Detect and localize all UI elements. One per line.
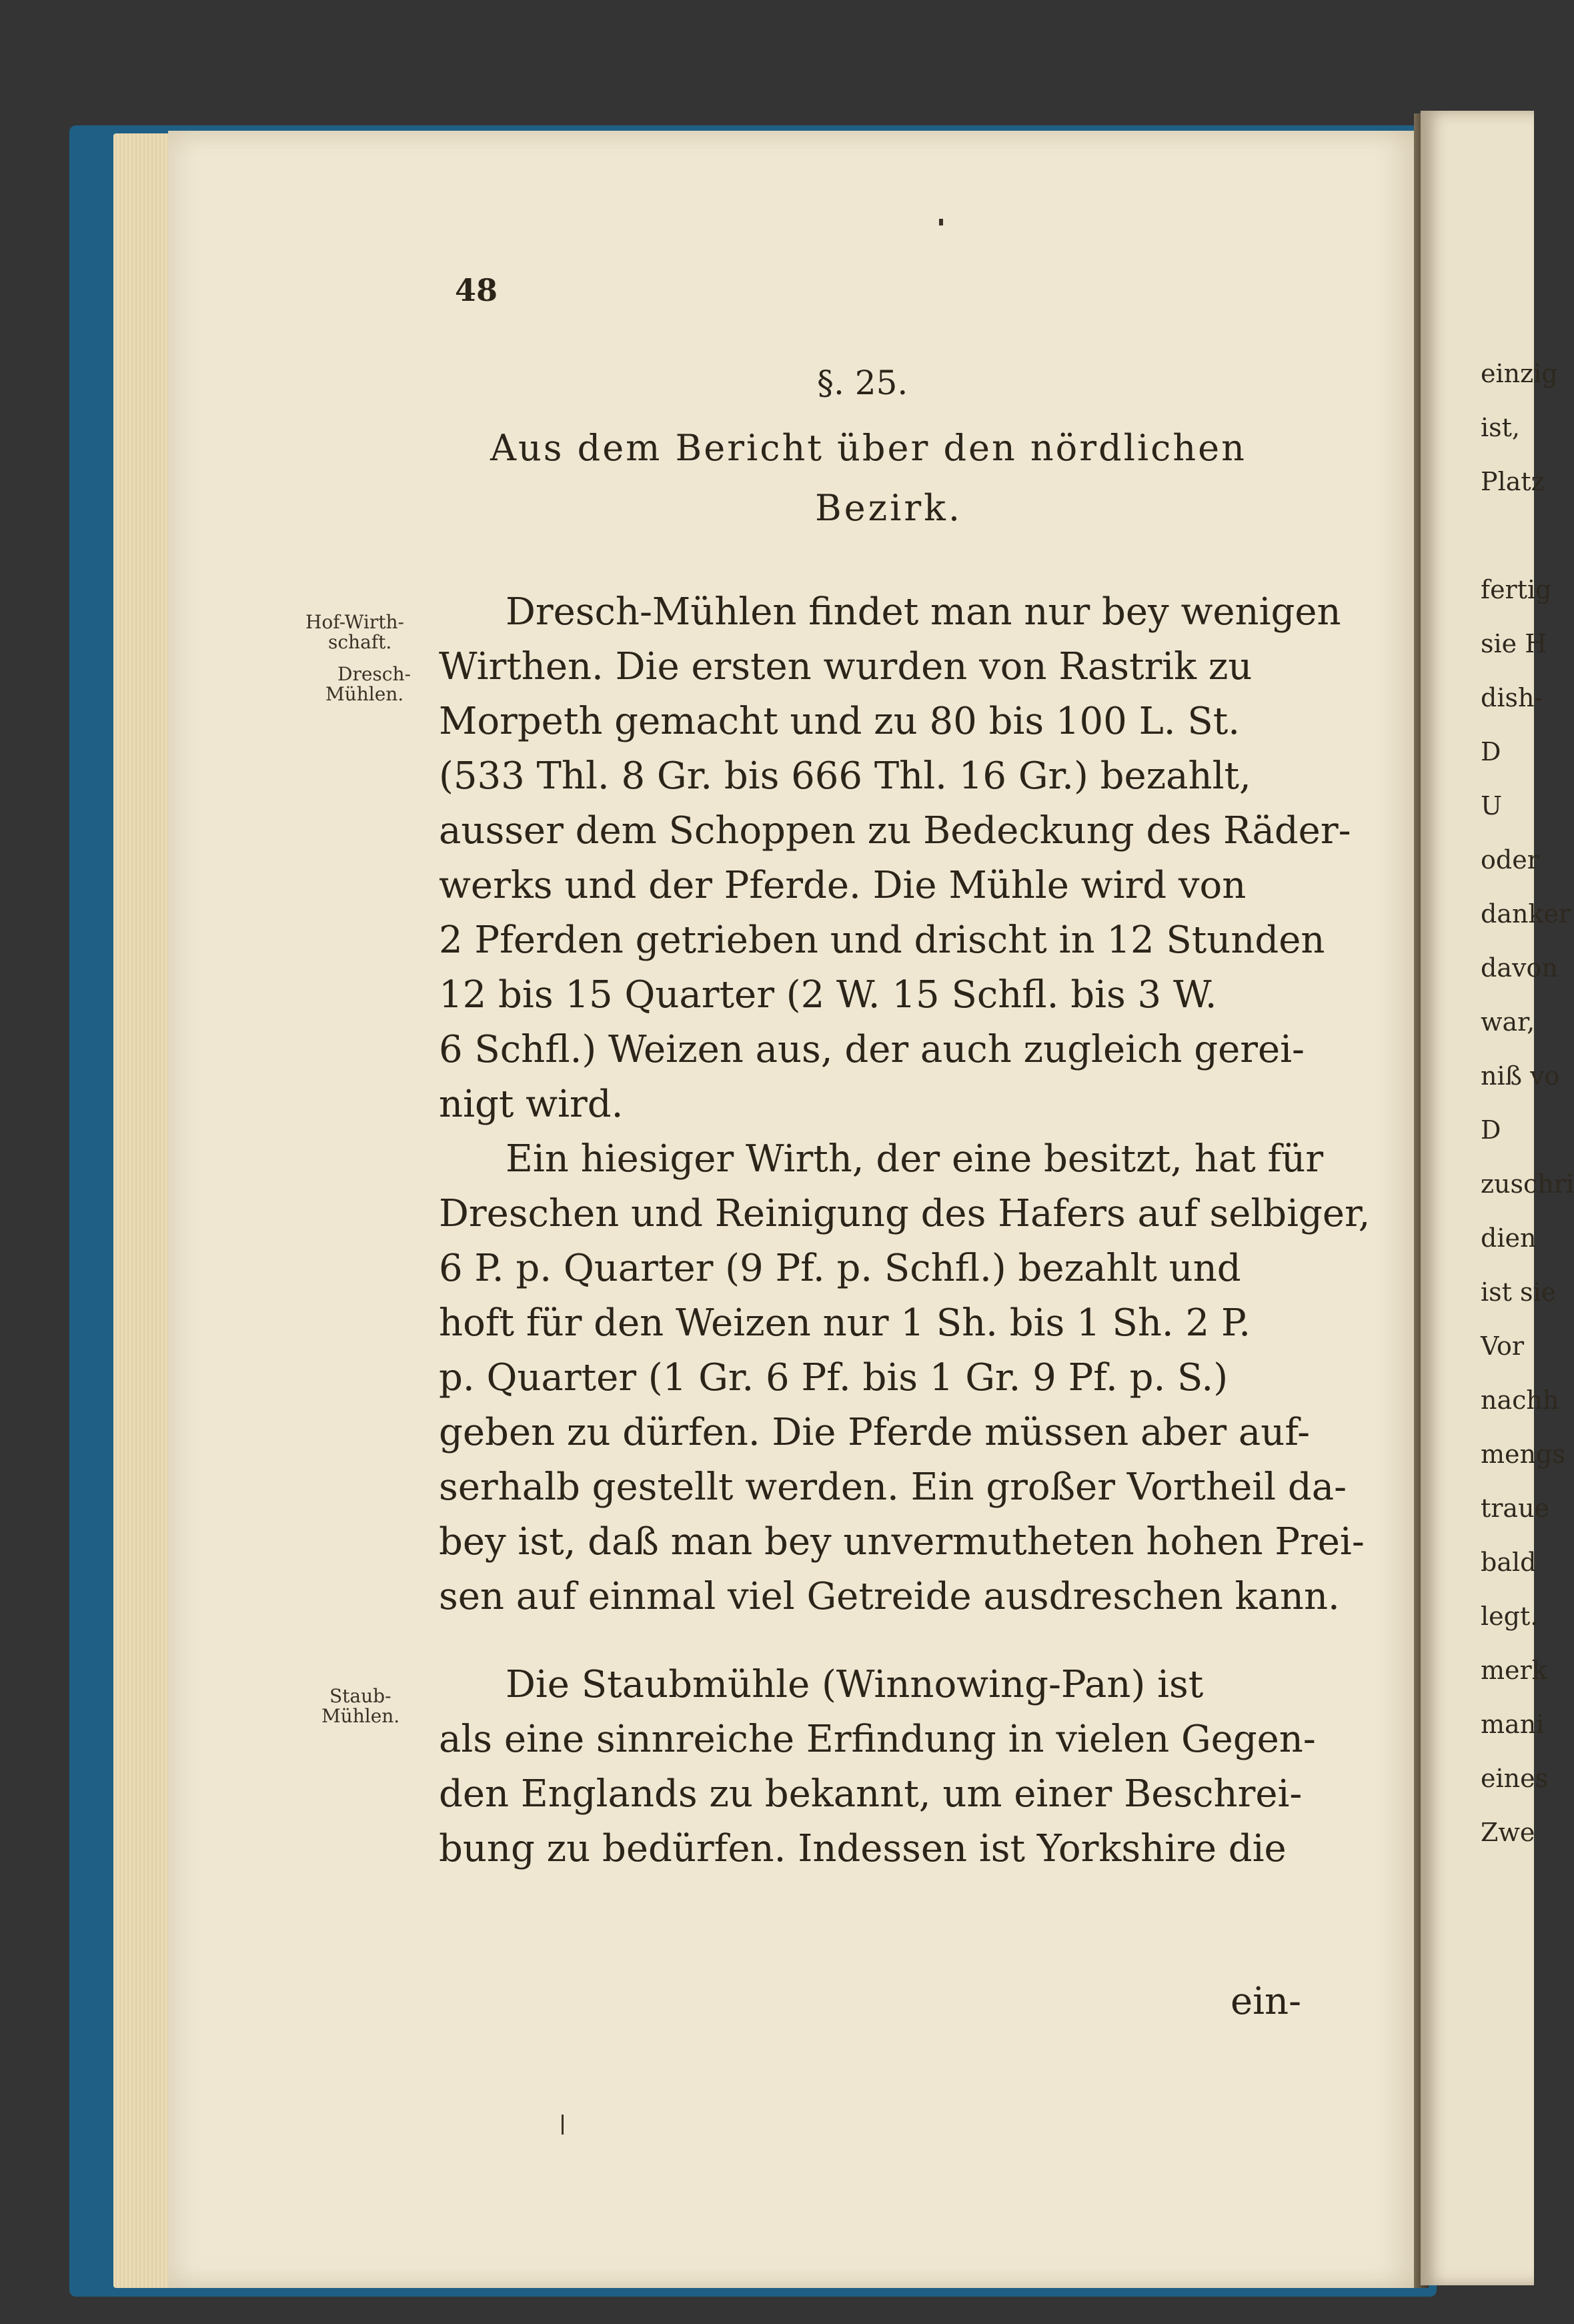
- text-line: hoft für den Weizen nur 1 Sh. bis 1 Sh. 2 P.: [439, 1301, 1251, 1345]
- text-line: 2 Pferden getrieben und drischt in 12 Stunden: [439, 919, 1325, 962]
- ink-speck: [939, 219, 943, 225]
- margin-note-line: schaft.: [328, 631, 392, 653]
- right-page-fragment-line: Zwe: [1481, 1818, 1535, 1847]
- text-line: Dreschen und Reinigung des Hafers auf selbiger,: [439, 1192, 1371, 1235]
- text-line: werks und der Pferde. Die Mühle wird von: [439, 864, 1247, 907]
- text-line: serhalb gestellt werden. Ein großer Vortheil da-: [439, 1466, 1347, 1509]
- right-page-fragment-line: U: [1481, 791, 1503, 820]
- text-line: geben zu dürfen. Die Pferde müssen aber auf-: [439, 1411, 1310, 1454]
- right-page-fragment-line: davon: [1481, 953, 1558, 983]
- right-page-fragment-line: nachh: [1481, 1385, 1559, 1415]
- page-edges: [113, 133, 172, 2288]
- right-page-fragment-line: D: [1481, 1115, 1501, 1145]
- text-line: Dresch-Mühlen findet man nur bey wenigen: [506, 590, 1341, 634]
- text-line: als eine sinnreiche Erfindung in vielen Gegen-: [439, 1718, 1316, 1761]
- text-line: (533 Thl. 8 Gr. bis 666 Thl. 16 Gr.) bezahlt,: [439, 754, 1251, 798]
- catchword: ein-: [1231, 1980, 1302, 2023]
- right-page-fragment-line: D: [1481, 737, 1501, 766]
- right-page-fragment-line: war,: [1481, 1007, 1535, 1037]
- margin-note-line: Mühlen.: [321, 1705, 400, 1727]
- page-number: 48: [455, 272, 498, 308]
- margin-note-staub-muehlen: [321, 1686, 400, 1726]
- right-page-fragment-line: mani: [1481, 1710, 1545, 1739]
- right-page-fragment-line: ist sie: [1481, 1277, 1557, 1307]
- right-page-fragment-line: merk: [1481, 1656, 1547, 1685]
- right-page-fragment-line: danker: [1481, 899, 1571, 929]
- text-line: sen auf einmal viel Getreide ausdreschen kann.: [439, 1575, 1340, 1618]
- right-page-fragment-line: mengs: [1481, 1439, 1565, 1469]
- margin-note-line: Dresch-: [337, 663, 411, 685]
- right-page-fragment-line: einzig: [1481, 359, 1558, 388]
- text-line: Ein hiesiger Wirth, der eine besitzt, hat für: [506, 1137, 1324, 1181]
- right-page-fragment-line: Vor: [1481, 1331, 1524, 1361]
- text-line: Die Staubmühle (Winnowing-Pan) ist: [506, 1663, 1204, 1706]
- section-heading-continued: Bezirk.: [815, 487, 963, 529]
- right-page-fragment-line: traue: [1481, 1494, 1550, 1523]
- right-page-fragment-line: dish-: [1481, 683, 1543, 712]
- text-line: Wirthen. Die ersten wurden von Rastrik zu: [439, 645, 1253, 688]
- right-page-fragment-line: dien: [1481, 1223, 1537, 1253]
- right-page-fragment-line: niß vo: [1481, 1061, 1560, 1091]
- text-line: nigt wird.: [439, 1083, 624, 1126]
- margin-note-dresch-muehlen: [325, 664, 411, 704]
- margin-note-hof-wirthschaft: [305, 612, 404, 652]
- text-line: bung zu bedürfen. Indessen ist Yorkshire die: [439, 1827, 1287, 1870]
- text-line: 6 P. p. Quarter (9 Pf. p. Schfl.) bezahlt und: [439, 1247, 1241, 1290]
- section-heading: Aus dem Bericht über den nördlichen: [490, 427, 1247, 469]
- right-page-fragment-line: eines: [1481, 1764, 1549, 1793]
- right-page-fragment-line: oder: [1481, 845, 1539, 875]
- text-line: 6 Schfl.) Weizen aus, der auch zugleich gerei-: [439, 1028, 1305, 1071]
- text-line: den Englands zu bekannt, um einer Beschrei-: [439, 1772, 1303, 1816]
- right-page-fragment-line: zuschri: [1481, 1169, 1574, 1199]
- ink-speck: [562, 2115, 564, 2135]
- text-line: bey ist, daß man bey unvermutheten hohen Prei-: [439, 1520, 1365, 1564]
- margin-note-line: Staub-: [329, 1685, 391, 1707]
- text-line: ausser dem Schoppen zu Bedeckung des Räder-: [439, 809, 1351, 852]
- margin-note-line: Mühlen.: [325, 683, 404, 705]
- right-page-fragment-line: sie H: [1481, 629, 1547, 658]
- right-page-fragment-line: legt.: [1481, 1602, 1539, 1631]
- text-line: 12 bis 15 Quarter (2 W. 15 Schfl. bis 3 W.: [439, 973, 1217, 1017]
- right-page-fragment-line: fertig: [1481, 575, 1552, 604]
- text-line: p. Quarter (1 Gr. 6 Pf. bis 1 Gr. 9 Pf. p. S.): [439, 1356, 1229, 1399]
- margin-note-line: Hof-Wirth-: [305, 611, 404, 633]
- right-page-fragment-line: Platz: [1481, 467, 1545, 496]
- right-page-fragment-line: bald: [1481, 1548, 1537, 1577]
- right-page-fragment-line: ist,: [1481, 413, 1521, 442]
- section-number: §. 25.: [817, 364, 908, 402]
- text-line: Morpeth gemacht und zu 80 bis 100 L. St.: [439, 700, 1241, 743]
